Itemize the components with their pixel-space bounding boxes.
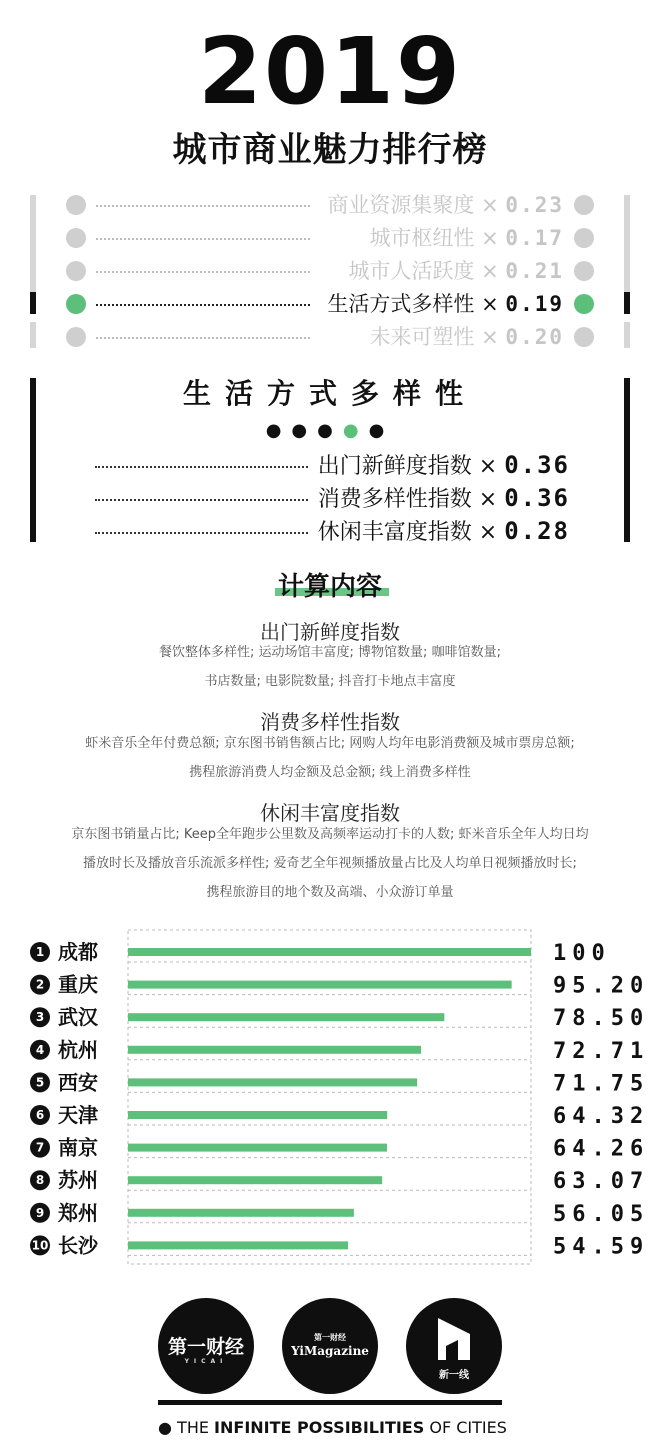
calc-line: 书店数量; 电影院数量; 抖音打卡地点丰富度 bbox=[204, 674, 456, 689]
value-label: 71.75 bbox=[553, 1071, 650, 1097]
value-label: 54.59 bbox=[553, 1234, 650, 1260]
dimension-dot-left bbox=[66, 261, 86, 281]
xinyixian-logo bbox=[406, 1298, 502, 1394]
bar bbox=[128, 1209, 354, 1217]
rank-number: 8 bbox=[35, 1173, 45, 1188]
rank-number: 9 bbox=[35, 1205, 45, 1220]
step-dot: ● bbox=[317, 420, 343, 441]
rank-number: 1 bbox=[35, 945, 45, 959]
dotted-leader bbox=[96, 304, 310, 306]
dotted-leader bbox=[95, 466, 308, 468]
dimension-row bbox=[60, 223, 600, 253]
footer-text-pre: THE bbox=[177, 1418, 215, 1437]
dimension-weight: 0.17 bbox=[505, 226, 564, 250]
calc-line: 餐饮整体多样性; 运动场馆丰富度; 博物馆数量; 咖啡馆数量; bbox=[159, 645, 501, 660]
bar bbox=[128, 1241, 348, 1249]
multiply-sign: × bbox=[481, 259, 499, 283]
calc-line: 携程旅游消费人均金额及总金额; 线上消费多样性 bbox=[189, 765, 471, 780]
dimension-label: 城市枢纽性 bbox=[369, 226, 475, 250]
bar bbox=[128, 1111, 387, 1119]
right-side-bar-lower bbox=[624, 322, 630, 348]
dotted-leader bbox=[96, 337, 310, 339]
bar bbox=[128, 1046, 421, 1054]
value-label: 100 bbox=[553, 941, 611, 966]
yimagazine-logo-text: YiMagazine bbox=[291, 1344, 369, 1358]
multiply-sign: × bbox=[481, 226, 499, 250]
sub-index-row bbox=[95, 450, 570, 480]
dimension-weight: 0.23 bbox=[505, 193, 564, 217]
calc-title: 计算内容 bbox=[277, 572, 382, 602]
city-label: 苏州 bbox=[58, 1168, 98, 1193]
dimension-dot-right bbox=[574, 327, 594, 347]
sub-index-row bbox=[95, 483, 570, 513]
step-indicator bbox=[0, 420, 660, 441]
city-label: 杭州 bbox=[58, 1037, 98, 1062]
yimagazine-logo bbox=[282, 1298, 378, 1394]
dotted-leader bbox=[96, 271, 310, 273]
dimension-row bbox=[60, 322, 600, 352]
bar bbox=[128, 981, 512, 989]
step-dot: ● bbox=[368, 420, 395, 441]
city-label: 西安 bbox=[58, 1070, 98, 1095]
city-label: 长沙 bbox=[58, 1233, 98, 1258]
city-label: 郑州 bbox=[58, 1200, 98, 1225]
calc-heading: 出门新鲜度指数 bbox=[260, 620, 400, 644]
dimension-dot-right bbox=[574, 294, 594, 314]
value-label: 64.32 bbox=[553, 1104, 650, 1129]
dimension-dot-right bbox=[574, 261, 594, 281]
calc-line: 京东图书销量占比; Keep全年跑步公里数及高频率运动打卡的人数; 虾米音乐全年人均日均 bbox=[71, 827, 589, 842]
dimension-row bbox=[60, 256, 600, 286]
dimension-row bbox=[60, 289, 600, 319]
dotted-leader bbox=[96, 238, 310, 240]
calc-line: 携程旅游目的地个数及高端、小众游订单量 bbox=[206, 885, 454, 900]
yicai-logo-subtext: YICAI bbox=[184, 1358, 228, 1365]
multiply-sign: × bbox=[478, 487, 498, 512]
bar bbox=[128, 1176, 382, 1184]
city-label: 南京 bbox=[58, 1135, 98, 1160]
dimension-dot-left bbox=[66, 294, 86, 314]
step-dot: ● bbox=[291, 420, 318, 441]
step-dot-active: ● bbox=[342, 420, 369, 441]
dimension-label: 城市人活跃度 bbox=[348, 259, 475, 283]
value-label: 56.05 bbox=[553, 1201, 650, 1227]
dimension-dot-left bbox=[66, 228, 86, 248]
rank-number: 4 bbox=[35, 1042, 45, 1057]
dimension-dot-left bbox=[66, 195, 86, 215]
calc-heading: 消费多样性指数 bbox=[260, 710, 400, 734]
dimension-label: 未来可塑性 bbox=[369, 325, 475, 349]
sub-index-row bbox=[95, 516, 570, 546]
value-label: 72.71 bbox=[553, 1038, 650, 1064]
bar bbox=[128, 1144, 387, 1152]
value-label: 95.20 bbox=[553, 973, 650, 999]
dimension-weight: 0.19 bbox=[505, 292, 564, 316]
footer-tagline: ● THE INFINITE POSSIBILITIES OF CITIES bbox=[158, 1418, 507, 1437]
dimension-dot-right bbox=[574, 228, 594, 248]
bar bbox=[128, 1078, 417, 1086]
city-label: 成都 bbox=[58, 940, 98, 964]
bar bbox=[128, 948, 531, 956]
sub-index-label: 消费多样性指数 bbox=[317, 487, 472, 512]
dimension-weight: 0.21 bbox=[505, 259, 564, 283]
sub-index-weight: 0.28 bbox=[504, 517, 570, 545]
dotted-leader bbox=[95, 499, 308, 501]
sub-section-title: 生活方式多样性 bbox=[182, 377, 477, 410]
multiply-sign: × bbox=[481, 193, 499, 217]
sub-index-weight: 0.36 bbox=[504, 451, 570, 479]
footer-text-post: OF CITIES bbox=[424, 1418, 507, 1437]
value-label: 78.50 bbox=[553, 1006, 650, 1032]
dimension-row bbox=[60, 190, 600, 220]
multiply-sign: × bbox=[481, 325, 499, 349]
city-label: 天津 bbox=[58, 1103, 98, 1127]
dimension-weight: 0.20 bbox=[505, 325, 564, 349]
rank-number: 10 bbox=[31, 1238, 49, 1253]
dimension-dot-left bbox=[66, 327, 86, 347]
yimagazine-logo-subtext: 第一财经 bbox=[314, 1333, 346, 1342]
left-side-bar-active bbox=[30, 292, 36, 314]
value-label: 64.26 bbox=[553, 1136, 650, 1162]
sub-index-label: 出门新鲜度指数 bbox=[317, 454, 472, 479]
step-dot: ● bbox=[265, 420, 292, 441]
city-label: 武汉 bbox=[58, 1005, 98, 1030]
ranking-bar-chart bbox=[0, 928, 660, 1273]
report-title: 城市商业魅力排行榜 bbox=[172, 130, 488, 170]
rank-number: 7 bbox=[35, 1140, 45, 1155]
right-side-bar-upper bbox=[624, 195, 630, 292]
yicai-logo bbox=[158, 1298, 254, 1394]
city-label: 重庆 bbox=[58, 972, 98, 997]
dimension-label: 商业资源集聚度 bbox=[327, 193, 475, 217]
rank-number: 3 bbox=[35, 1010, 45, 1025]
footer-text-bold: INFINITE POSSIBILITIES bbox=[214, 1418, 425, 1437]
calc-heading: 休闲丰富度指数 bbox=[260, 801, 400, 825]
multiply-sign: × bbox=[478, 520, 498, 545]
dimension-label: 生活方式多样性 bbox=[327, 292, 475, 316]
footer-divider bbox=[158, 1400, 502, 1405]
left-side-bar-upper bbox=[30, 195, 36, 292]
right-side-bar-active bbox=[624, 292, 630, 314]
value-label: 63.07 bbox=[553, 1169, 650, 1195]
calc-line: 播放时长及播放音乐流派多样性; 爱奇艺全年视频播放量占比及人均单日视频播放时长; bbox=[83, 856, 577, 871]
bar bbox=[128, 1013, 444, 1021]
left-side-bar-lower bbox=[30, 322, 36, 348]
sub-index-weight: 0.36 bbox=[504, 484, 570, 512]
report-year: 2019 bbox=[197, 18, 463, 125]
rank-number: 2 bbox=[35, 977, 45, 992]
rank-number: 5 bbox=[35, 1075, 45, 1090]
sub-index-label: 休闲丰富度指数 bbox=[317, 520, 472, 545]
multiply-sign: × bbox=[478, 454, 498, 479]
dotted-leader bbox=[96, 205, 310, 207]
yicai-logo-text: 第一财经 bbox=[167, 1336, 244, 1358]
calc-line: 虾米音乐全年付费总额; 京东图书销售额占比; 网购人均年电影消费额及城市票房总额; bbox=[85, 736, 575, 751]
dotted-leader bbox=[95, 532, 308, 534]
rank-number: 6 bbox=[35, 1108, 45, 1122]
multiply-sign: × bbox=[481, 292, 499, 316]
dimension-dot-right bbox=[574, 195, 594, 215]
xinyixian-logo-text: 新一线 bbox=[439, 1370, 469, 1381]
